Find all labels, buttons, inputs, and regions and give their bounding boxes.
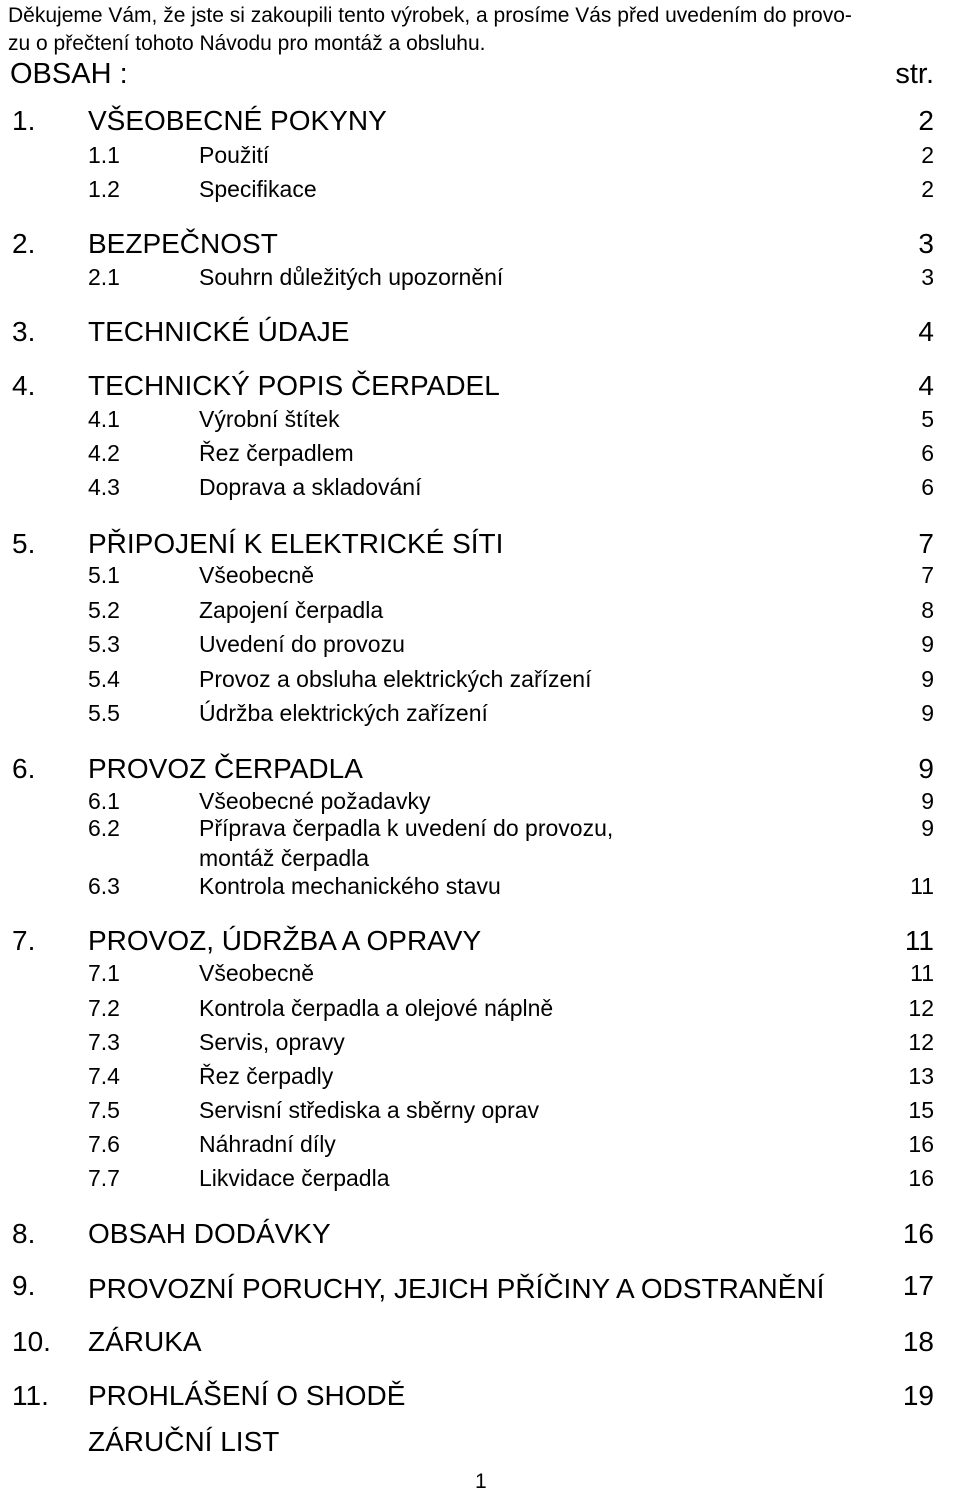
toc-title: Servisní střediska a sběrny oprav (199, 1097, 540, 1123)
page-column-heading: str. (895, 58, 934, 90)
toc-title: Zapojení čerpadla (199, 597, 384, 623)
toc-title: Provoz a obsluha elektrických zařízení (199, 666, 592, 692)
toc-title: Likvidace čerpadla (199, 1165, 390, 1191)
toc-page: 13 (908, 1063, 934, 1089)
toc-title: Výrobní štítek (199, 406, 340, 432)
toc-page: 11 (910, 960, 934, 986)
toc-title: PROVOZNÍ PORUCHY, JEJICH PŘÍČINY A ODSTRANĚNÍ (88, 1273, 825, 1304)
toc-title: Použití (199, 142, 270, 168)
toc-page: 12 (908, 995, 934, 1021)
toc-page: 9 (921, 666, 934, 692)
toc-page: 3 (918, 228, 934, 259)
toc-title: Doprava a skladování (199, 474, 422, 500)
toc-title: Specifikace (199, 176, 317, 202)
toc-title: PROVOZ, ÚDRŽBA A OPRAVY (88, 925, 482, 956)
toc-number: 4.2 (88, 440, 120, 466)
toc-title: TECHNICKÝ POPIS ČERPADEL (88, 370, 500, 401)
toc-number: 7.1 (88, 960, 120, 986)
toc-number: 2. (12, 228, 36, 259)
toc-number: 7. (12, 925, 36, 956)
toc-title: Řez čerpadlem (199, 440, 354, 466)
toc-number: 7.4 (88, 1063, 120, 1089)
toc-number: 5. (12, 528, 36, 559)
toc-number: 11. (12, 1380, 49, 1411)
toc-number: 4.3 (88, 474, 120, 500)
toc-number: 1. (12, 105, 36, 136)
toc-page: 9 (921, 788, 934, 814)
toc-number: 8. (12, 1218, 36, 1249)
toc-number: 9. (12, 1270, 36, 1301)
toc-title: Příprava čerpadla k uvedení do provozu, (199, 815, 614, 841)
toc-title: Řez čerpadly (199, 1063, 334, 1089)
toc-title: OBSAH DODÁVKY (88, 1218, 331, 1249)
toc-title: Uvedení do provozu (199, 631, 405, 657)
page-number: 1 (475, 1470, 487, 1493)
toc-page: 9 (918, 753, 934, 784)
toc-number: 5.3 (88, 631, 120, 657)
toc-page: 2 (921, 176, 934, 202)
toc-number: 5.2 (88, 597, 120, 623)
toc-number: 4.1 (88, 406, 120, 432)
toc-page: 9 (921, 700, 934, 726)
toc-number: 1.1 (88, 142, 120, 168)
toc-page: 5 (921, 406, 934, 432)
toc-page: 17 (902, 1270, 934, 1301)
toc-number: 6.3 (88, 873, 120, 899)
toc-page: 16 (908, 1165, 934, 1191)
toc-page: 19 (902, 1380, 934, 1411)
toc-title: Souhrn důležitých upozornění (199, 264, 504, 290)
toc-number: 7.5 (88, 1097, 120, 1123)
toc-title: Kontrola mechanického stavu (199, 873, 501, 899)
toc-number: 5.5 (88, 700, 120, 726)
toc-number: 10. (12, 1326, 51, 1357)
toc-number: 6.1 (88, 788, 120, 814)
toc-title: PŘIPOJENÍ K ELEKTRICKÉ SÍTI (88, 528, 504, 559)
toc-number: 7.3 (88, 1029, 120, 1055)
toc-heading: OBSAH : (10, 58, 128, 90)
toc-number: 7.7 (88, 1165, 120, 1191)
toc-page: 18 (902, 1326, 934, 1357)
toc-number: 7.6 (88, 1131, 120, 1157)
toc-number: 5.4 (88, 666, 120, 692)
toc-page: 9 (921, 631, 934, 657)
toc-page: 11 (910, 873, 934, 899)
toc-page: 6 (921, 474, 934, 500)
toc-title: PROHLÁŠENÍ O SHODĚ (88, 1380, 406, 1411)
toc-page: 4 (918, 370, 934, 401)
intro-line: Děkujeme Vám, že jste si zakoupili tento výrobek, a prosíme Vás před uvedením do provo- (8, 4, 852, 27)
toc-number: 3. (12, 316, 36, 347)
toc-number: 5.1 (88, 562, 120, 588)
toc-number: 1.2 (88, 176, 120, 202)
toc-number: 6. (12, 753, 36, 784)
toc-page: 16 (902, 1218, 934, 1249)
toc-page: 2 (921, 142, 934, 168)
toc-page: 11 (904, 925, 934, 956)
toc-title: Servis, opravy (199, 1029, 345, 1055)
toc-page: 9 (921, 815, 934, 841)
toc-page: 7 (921, 562, 934, 588)
toc-number: 4. (12, 370, 36, 401)
toc-page: 4 (918, 316, 934, 347)
intro-paragraph (8, 2, 953, 58)
toc-page: 2 (918, 105, 934, 136)
toc-header (0, 58, 960, 94)
toc-title: TECHNICKÉ ÚDAJE (88, 316, 350, 347)
toc-page: 8 (921, 597, 934, 623)
toc-number: 6.2 (88, 815, 120, 841)
toc-page: 7 (918, 528, 934, 559)
toc-title-continuation: montáž čerpadla (199, 845, 370, 871)
toc-title: Náhradní díly (199, 1131, 336, 1157)
toc-title: Všeobecně (199, 960, 315, 986)
toc-title: PROVOZ ČERPADLA (88, 753, 363, 784)
toc-page: 15 (908, 1097, 934, 1123)
toc-page: 3 (921, 264, 934, 290)
toc-title: ZÁRUKA (88, 1326, 202, 1357)
toc-title: Všeobecně (199, 562, 315, 588)
toc-title: BEZPEČNOST (88, 228, 278, 259)
toc-title: Kontrola čerpadla a olejové náplně (199, 995, 554, 1021)
toc-number: 2.1 (88, 264, 120, 290)
toc-page: 6 (921, 440, 934, 466)
toc-final-title: ZÁRUČNÍ LIST (88, 1426, 280, 1457)
toc-title: VŠEOBECNÉ POKYNY (88, 105, 387, 136)
toc-page: 12 (908, 1029, 934, 1055)
intro-line: zu o přečtení tohoto Návodu pro montáž a obsluhu. (8, 32, 486, 55)
toc-number: 7.2 (88, 995, 120, 1021)
toc-title: Údržba elektrických zařízení (199, 700, 488, 726)
toc-page: 16 (908, 1131, 934, 1157)
toc-title: Všeobecné požadavky (199, 788, 431, 814)
